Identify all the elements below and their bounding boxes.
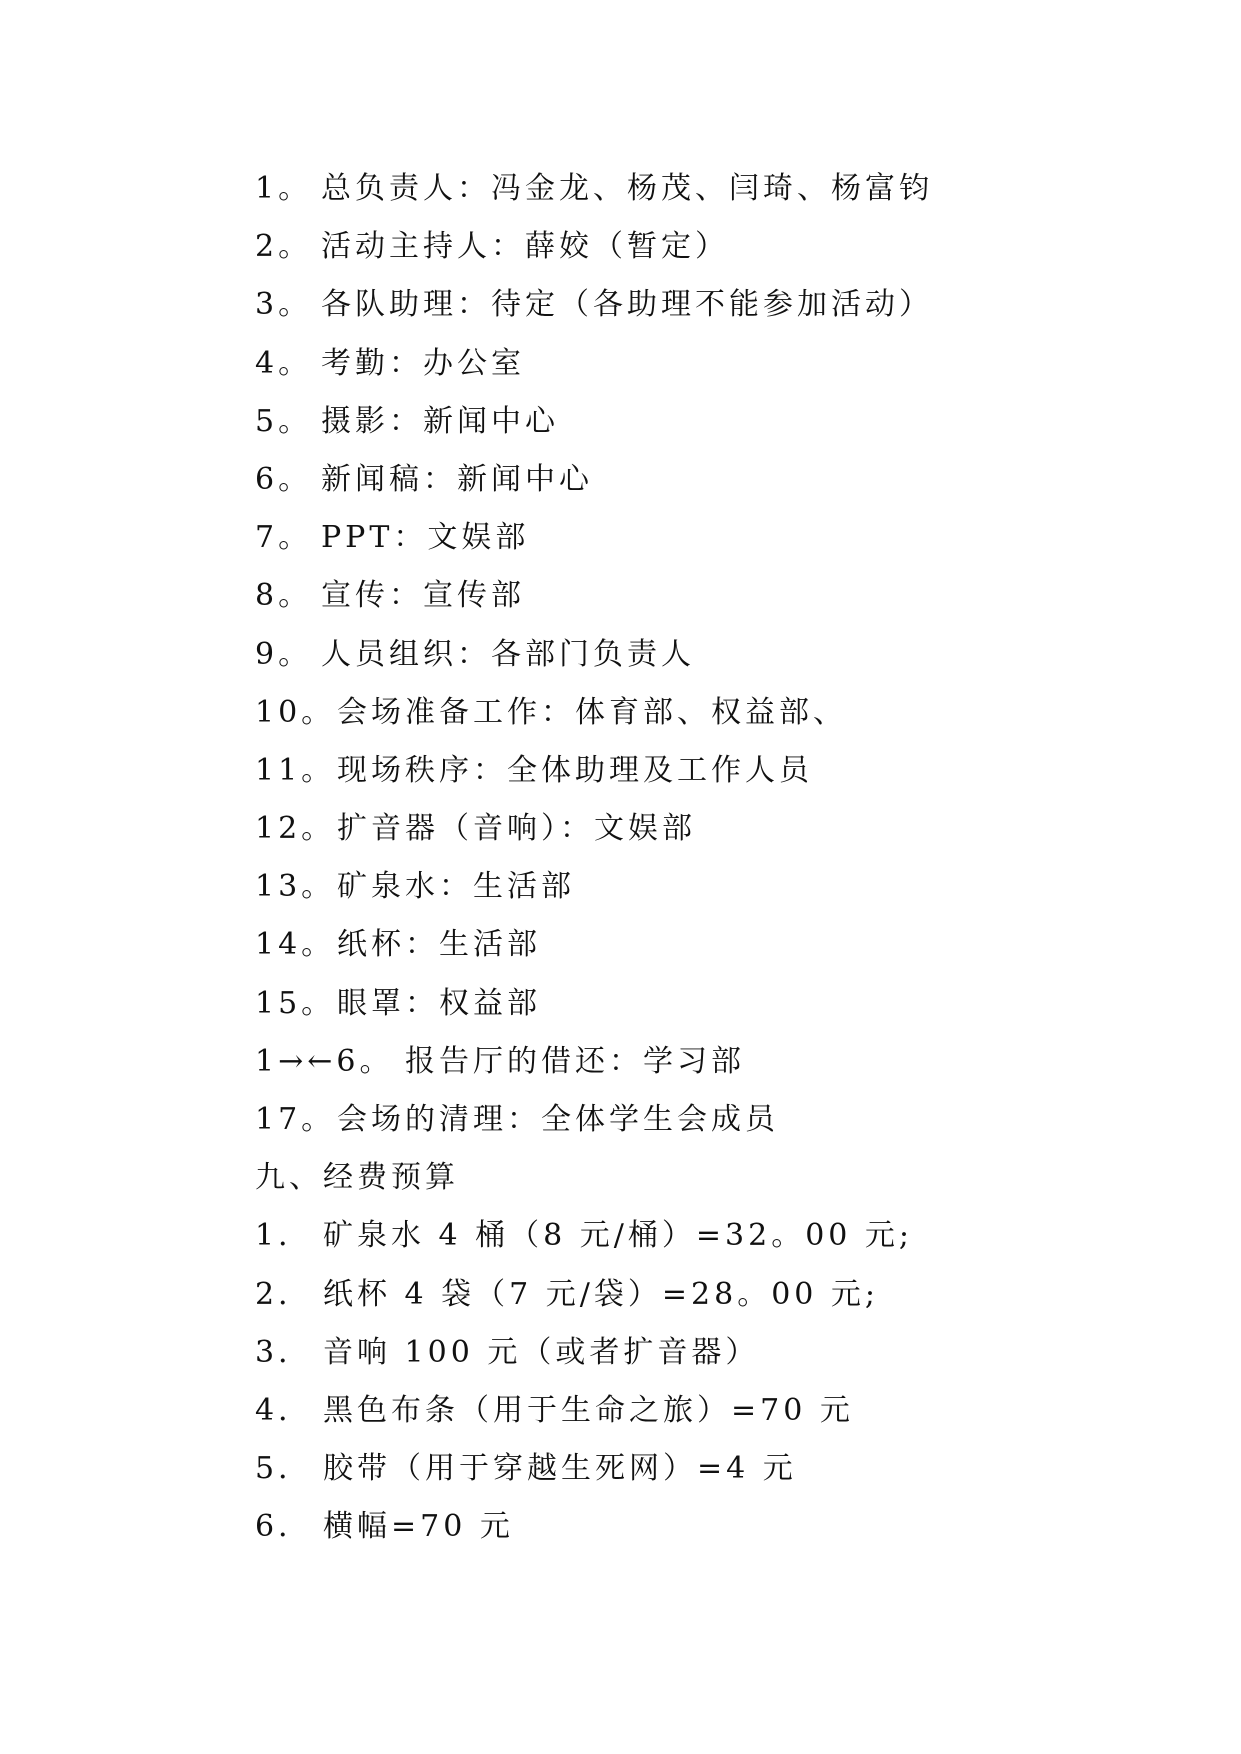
item-text: 总负责人：冯金龙、杨茂、闫琦、杨富钧 <box>321 171 933 206</box>
item-text: 新闻稿：新闻中心 <box>321 461 593 497</box>
list-item <box>255 858 1155 916</box>
list-item <box>255 742 1155 800</box>
budget-item <box>255 1498 1155 1556</box>
item-text: PPT：文娱部 <box>321 520 530 556</box>
item-text: 会场准备工作：体育部、权益部、 <box>337 694 847 730</box>
item-text: 矿泉水 4 桶（8 元/桶）=32。00 元; <box>323 1218 914 1254</box>
list-item <box>255 626 1155 684</box>
list-item <box>255 276 1155 334</box>
item-text: 矿泉水：生活部 <box>337 869 575 905</box>
item-text: 胶带（用于穿越生死网）=4 元 <box>323 1451 797 1487</box>
section-heading: 九、经费预算 <box>255 1160 459 1196</box>
item-text: 现场秩序：全体助理及工作人员 <box>337 752 813 788</box>
list-item <box>255 916 1155 974</box>
list-item <box>255 567 1155 625</box>
item-number: 11。 <box>255 752 336 788</box>
item-text: 摄影：新闻中心 <box>321 403 559 439</box>
item-number: 6． <box>255 1509 313 1545</box>
budget-item <box>255 1440 1155 1498</box>
item-text: 音响 100 元（或者扩音器） <box>323 1334 760 1370</box>
document-body <box>255 160 1155 1557</box>
budget-item <box>255 1207 1155 1265</box>
budget-item <box>255 1324 1155 1382</box>
item-number: 2． <box>255 1276 313 1312</box>
list-item <box>255 160 1155 218</box>
list-item <box>255 335 1155 393</box>
budget-item <box>255 1266 1155 1324</box>
item-text: 会场的清理：全体学生会成员 <box>337 1102 779 1137</box>
list-item <box>255 800 1155 858</box>
list-item <box>255 393 1155 451</box>
item-number: 15。 <box>255 985 336 1021</box>
item-text: 人员组织：各部门负责人 <box>321 636 695 672</box>
list-item <box>255 1033 1155 1091</box>
item-text: 宣传：宣传部 <box>321 578 525 614</box>
item-text: 纸杯：生活部 <box>337 927 541 963</box>
list-item <box>255 975 1155 1033</box>
item-number: 13。 <box>255 869 336 905</box>
item-number: 8。 <box>255 578 313 614</box>
item-text: 报告厅的借还：学习部 <box>405 1043 745 1079</box>
item-number: 4． <box>255 1392 313 1428</box>
item-number: 2。 <box>255 229 313 265</box>
item-text: 纸杯 4 袋（7 元/袋）=28。00 元; <box>323 1276 880 1312</box>
item-number: 10。 <box>255 694 336 730</box>
item-number: 5． <box>255 1451 313 1487</box>
list-item <box>255 451 1155 509</box>
item-text: 活动主持人：薛姣（暂定） <box>321 229 729 265</box>
item-text: 各队助理：待定（各助理不能参加活动） <box>321 287 933 323</box>
item-text: 黑色布条（用于生命之旅）=70 元 <box>323 1392 854 1428</box>
list-item <box>255 509 1155 567</box>
item-number: 1。 <box>255 171 313 206</box>
list-item <box>255 684 1155 742</box>
item-number: 4。 <box>255 345 313 381</box>
item-text: 横幅=70 元 <box>323 1509 514 1545</box>
item-number: 9。 <box>255 636 313 672</box>
item-number: 12。 <box>255 811 336 847</box>
list-item <box>255 218 1155 276</box>
item-number: 3． <box>255 1334 313 1370</box>
item-number: 6。 <box>255 461 313 497</box>
item-text: 眼罩：权益部 <box>337 985 541 1021</box>
item-number: 1． <box>255 1218 313 1254</box>
item-number: 1→←6。 <box>255 1043 394 1079</box>
item-number: 7。 <box>255 520 313 556</box>
item-text: 扩音器（音响）：文娱部 <box>337 811 696 847</box>
budget-item <box>255 1382 1155 1440</box>
item-number: 14。 <box>255 927 336 963</box>
item-number: 17。 <box>255 1102 336 1137</box>
item-number: 5。 <box>255 403 313 439</box>
list-item <box>255 1091 1155 1149</box>
item-number: 3。 <box>255 287 313 323</box>
item-text: 考勤：办公室 <box>321 345 525 381</box>
